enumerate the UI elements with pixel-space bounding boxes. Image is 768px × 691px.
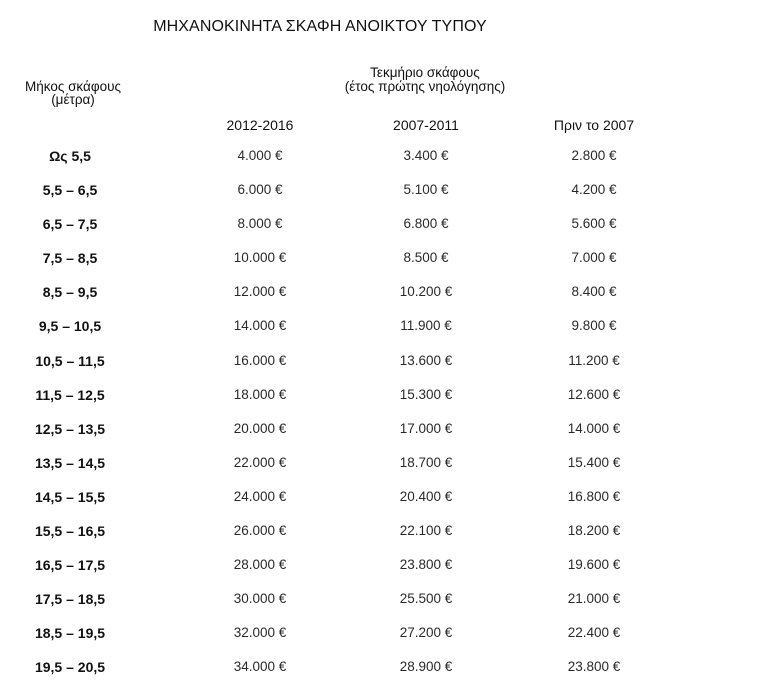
row-length: 14,5 – 15,5 xyxy=(34,488,106,505)
table-row xyxy=(0,452,768,486)
table-row xyxy=(0,486,768,520)
row-value-before-2007: 14.000 € xyxy=(567,420,621,436)
tekmirio-header xyxy=(290,66,560,94)
row-value-before-2007: 8.400 € xyxy=(571,284,617,300)
table-row xyxy=(0,179,768,213)
length-header-line1: Μήκος σκάφους xyxy=(25,79,121,94)
table-row xyxy=(0,622,768,656)
row-value-2012-2016: 24.000 € xyxy=(233,488,287,504)
row-value-2012-2016: 16.000 € xyxy=(233,352,287,368)
row-length: 18,5 – 19,5 xyxy=(34,625,106,642)
row-value-2007-2011: 18.700 € xyxy=(399,454,453,470)
row-value-2012-2016: 30.000 € xyxy=(233,591,287,607)
row-value-before-2007: 23.800 € xyxy=(567,659,621,675)
row-value-2007-2011: 3.400 € xyxy=(403,148,449,163)
row-value-2012-2016: 32.000 € xyxy=(233,625,287,641)
length-header-line2: (μέτρα) xyxy=(51,92,95,107)
row-length: 7,5 – 8,5 xyxy=(42,250,98,267)
row-value-2007-2011: 17.000 € xyxy=(399,420,453,436)
row-value-2007-2011: 23.800 € xyxy=(399,557,453,573)
row-value-2012-2016: 22.000 € xyxy=(233,454,287,470)
table-row xyxy=(0,418,768,452)
row-length: 9,5 – 10,5 xyxy=(38,318,102,335)
table-row xyxy=(0,213,768,247)
table-row xyxy=(0,145,768,179)
row-length: 12,5 – 13,5 xyxy=(34,420,106,437)
row-value-2007-2011: 5.100 € xyxy=(403,182,449,198)
tekmirio-header-line1: Τεκμήριο σκάφους xyxy=(370,65,480,80)
row-value-before-2007: 18.200 € xyxy=(567,523,621,539)
length-column-header xyxy=(18,80,128,106)
row-length: 19,5 – 20,5 xyxy=(34,659,106,676)
table-row xyxy=(0,350,768,384)
row-length: 11,5 – 12,5 xyxy=(35,386,105,403)
table-row xyxy=(0,520,768,554)
row-length: 8,5 – 9,5 xyxy=(42,284,98,301)
row-value-before-2007: 16.800 € xyxy=(567,488,621,504)
row-value-before-2007: 2.800 € xyxy=(571,148,617,163)
table-row xyxy=(0,247,768,281)
row-length: 15,5 – 16,5 xyxy=(34,523,106,540)
row-value-2007-2011: 11.900 € xyxy=(400,318,452,334)
row-value-before-2007: 4.200 € xyxy=(571,182,617,198)
column-header-2007-2011: 2007-2011 xyxy=(393,117,459,133)
table-row xyxy=(0,384,768,418)
row-value-2012-2016: 4.000 € xyxy=(237,148,283,163)
page-title: ΜΗΧΑΝΟΚΙΝΗΤΑ ΣΚΑΦΗ ΑΝΟΙΚΤΟΥ ΤΥΠΟΥ xyxy=(153,18,487,35)
column-header-before-2007: Πριν το 2007 xyxy=(553,117,635,133)
row-value-2007-2011: 6.800 € xyxy=(403,216,449,232)
row-length: 16,5 – 17,5 xyxy=(34,557,106,574)
row-value-before-2007: 11.200 € xyxy=(568,352,620,368)
column-header-2012-2016: 2012-2016 xyxy=(226,117,294,133)
row-value-2012-2016: 18.000 € xyxy=(233,386,287,402)
table-row xyxy=(0,554,768,588)
row-length: 17,5 – 18,5 xyxy=(34,591,106,608)
tekmirio-header-line2: (έτος πρώτης νηολόγησης) xyxy=(344,79,506,94)
table-row xyxy=(0,281,768,315)
row-value-2012-2016: 28.000 € xyxy=(233,557,287,573)
row-value-2007-2011: 10.200 € xyxy=(399,284,453,300)
row-value-2012-2016: 34.000 € xyxy=(233,659,287,675)
row-length: 6,5 – 7,5 xyxy=(42,216,98,233)
row-value-before-2007: 7.000 € xyxy=(571,250,617,266)
row-value-2012-2016: 6.000 € xyxy=(237,182,283,198)
row-value-2007-2011: 20.400 € xyxy=(399,488,453,504)
row-value-2012-2016: 26.000 € xyxy=(233,523,287,539)
row-value-before-2007: 19.600 € xyxy=(567,557,621,573)
row-value-before-2007: 21.000 € xyxy=(567,591,621,607)
row-value-before-2007: 22.400 € xyxy=(567,625,621,641)
row-value-2012-2016: 12.000 € xyxy=(233,284,287,300)
row-value-2007-2011: 27.200 € xyxy=(399,625,453,641)
row-value-2012-2016: 14.000 € xyxy=(233,318,287,334)
table-row xyxy=(0,656,768,690)
row-value-2007-2011: 15.300 € xyxy=(399,386,453,402)
row-value-2012-2016: 8.000 € xyxy=(237,216,283,232)
row-value-before-2007: 5.600 € xyxy=(571,216,617,232)
row-length: 13,5 – 14,5 xyxy=(34,454,106,471)
table-row xyxy=(0,315,768,349)
row-length: Ως 5,5 xyxy=(49,148,91,164)
row-value-2007-2011: 13.600 € xyxy=(399,352,453,368)
row-value-before-2007: 15.400 € xyxy=(567,454,621,470)
table-body xyxy=(0,145,768,691)
row-value-2012-2016: 10.000 € xyxy=(233,250,287,266)
row-value-2007-2011: 22.100 € xyxy=(399,523,453,539)
row-value-2012-2016: 20.000 € xyxy=(233,420,287,436)
table-row xyxy=(0,588,768,622)
row-value-2007-2011: 25.500 € xyxy=(399,591,453,607)
row-value-before-2007: 9.800 € xyxy=(571,318,617,334)
row-length: 5,5 – 6,5 xyxy=(42,182,98,199)
row-length: 10,5 – 11,5 xyxy=(35,352,105,369)
row-value-2007-2011: 8.500 € xyxy=(403,250,449,266)
row-value-2007-2011: 28.900 € xyxy=(399,659,453,675)
row-value-before-2007: 12.600 € xyxy=(567,386,621,402)
